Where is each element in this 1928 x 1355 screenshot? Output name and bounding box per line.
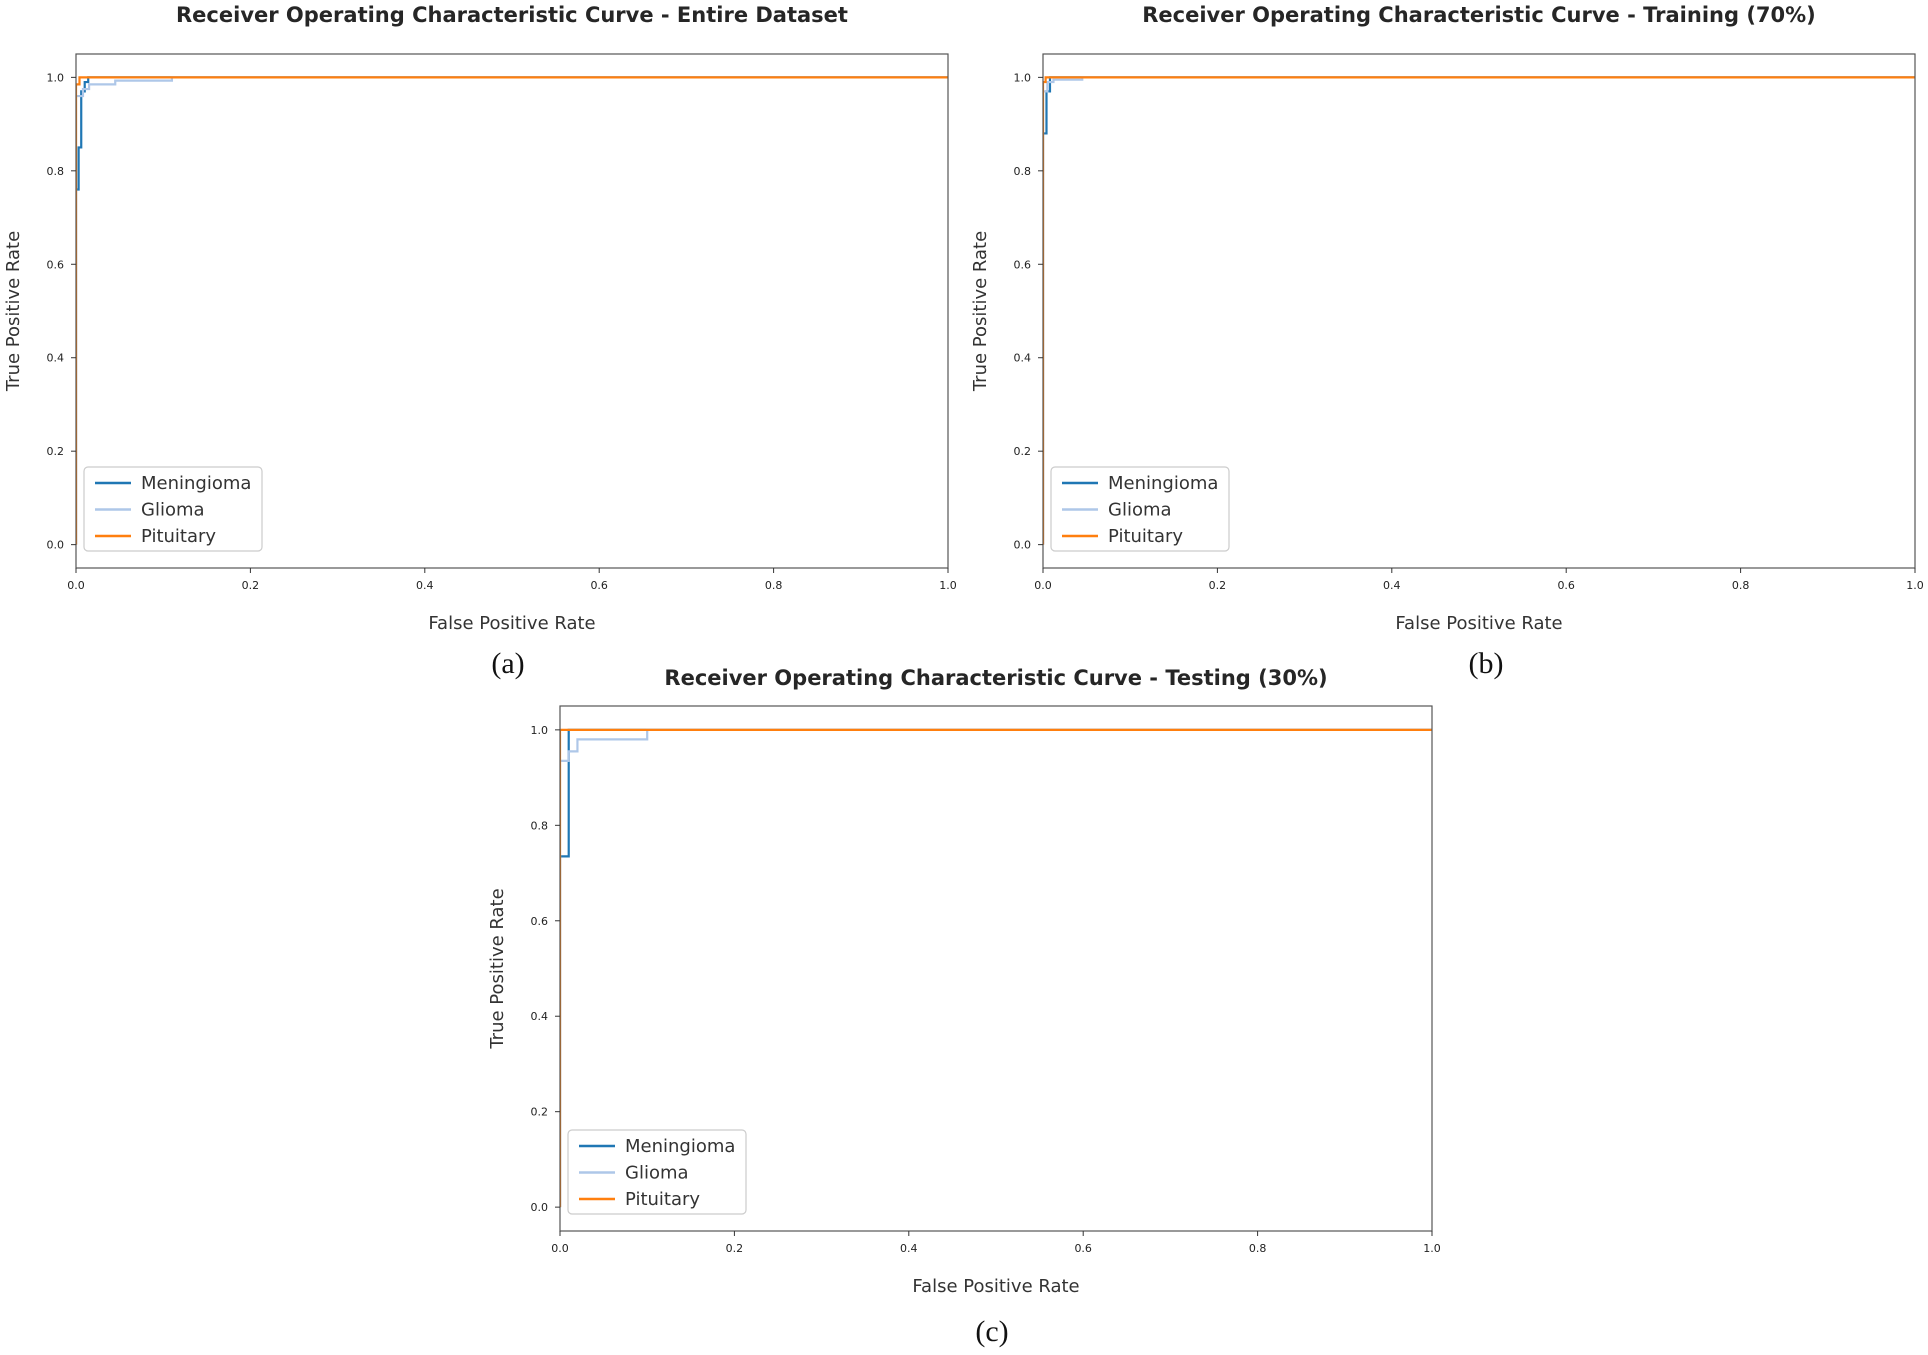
x-tick-label: 0.0	[551, 1242, 569, 1255]
legend	[84, 467, 262, 551]
x-tick-label: 0.2	[1208, 579, 1227, 592]
x-axis-label: False Positive Rate	[912, 1276, 1080, 1297]
legend-label-pituitary: Pituitary	[625, 1189, 701, 1210]
y-tick-label: 0.8	[530, 819, 548, 833]
x-tick-label: 1.0	[1906, 579, 1924, 592]
y-tick-label: 0.0	[46, 538, 64, 552]
legend	[568, 1130, 746, 1214]
legend-label-pituitary: Pituitary	[141, 526, 217, 547]
y-tick-label: 0.4	[46, 351, 64, 365]
x-tick-label: 0.4	[1383, 579, 1401, 592]
legend-label-meningioma: Meningioma	[1108, 473, 1219, 494]
legend-label-glioma: Glioma	[1108, 499, 1172, 521]
panel-caption: (c)	[975, 1315, 1009, 1348]
x-tick-label: 0.4	[900, 1242, 918, 1255]
x-tick-label: 0.2	[725, 1242, 744, 1255]
chart-panel-2	[487, 666, 1441, 1348]
y-tick-label: 0.0	[530, 1201, 548, 1215]
panel-caption: (b)	[1468, 647, 1504, 680]
x-tick-label: 0.8	[1248, 1242, 1267, 1255]
legend-label-glioma: Glioma	[141, 499, 205, 521]
legend-label-meningioma: Meningioma	[141, 473, 252, 494]
legend-label-pituitary: Pituitary	[1108, 526, 1184, 547]
y-tick-label: 1.0	[46, 71, 64, 85]
x-tick-label: 0.6	[1557, 579, 1575, 592]
x-tick-label: 0.0	[67, 579, 85, 592]
legend-label-glioma: Glioma	[625, 1162, 689, 1184]
y-tick-label: 0.8	[1013, 164, 1031, 178]
x-tick-label: 1.0	[1423, 1242, 1441, 1255]
y-tick-label: 1.0	[530, 723, 548, 737]
chart-title: Receiver Operating Characteristic Curve - Entire Dataset	[176, 3, 848, 27]
panel-caption: (a)	[491, 647, 525, 680]
x-tick-label: 0.8	[1731, 579, 1750, 592]
y-tick-label: 0.6	[1013, 258, 1031, 272]
y-tick-label: 0.2	[1013, 445, 1031, 459]
chart-panel-0	[3, 3, 957, 680]
y-tick-label: 0.4	[1013, 351, 1031, 365]
x-tick-label: 0.6	[590, 579, 608, 592]
x-axis-label: False Positive Rate	[1395, 613, 1563, 634]
y-tick-label: 0.0	[1013, 538, 1031, 552]
chart-panel-1	[970, 3, 1924, 680]
legend	[1051, 467, 1229, 551]
x-tick-label: 0.8	[764, 579, 783, 592]
x-tick-label: 0.6	[1074, 1242, 1092, 1255]
y-tick-label: 0.6	[530, 914, 548, 928]
x-tick-label: 1.0	[939, 579, 957, 592]
y-tick-label: 1.0	[1013, 71, 1031, 85]
y-tick-label: 0.8	[46, 164, 64, 178]
y-tick-label: 0.4	[530, 1010, 548, 1024]
y-axis-label: True Positive Rate	[970, 230, 991, 392]
y-tick-label: 0.6	[46, 258, 64, 272]
y-axis-label: True Positive Rate	[3, 230, 24, 392]
x-axis-label: False Positive Rate	[428, 613, 596, 634]
legend-label-meningioma: Meningioma	[625, 1136, 736, 1157]
chart-title: Receiver Operating Characteristic Curve - Testing (30%)	[664, 666, 1328, 690]
y-tick-label: 0.2	[530, 1105, 548, 1119]
x-tick-label: 0.0	[1034, 579, 1052, 592]
y-tick-label: 0.2	[46, 445, 64, 459]
x-tick-label: 0.4	[416, 579, 434, 592]
y-axis-label: True Positive Rate	[487, 888, 508, 1049]
chart-title: Receiver Operating Characteristic Curve - Training (70%)	[1142, 3, 1816, 27]
x-tick-label: 0.2	[241, 579, 260, 592]
